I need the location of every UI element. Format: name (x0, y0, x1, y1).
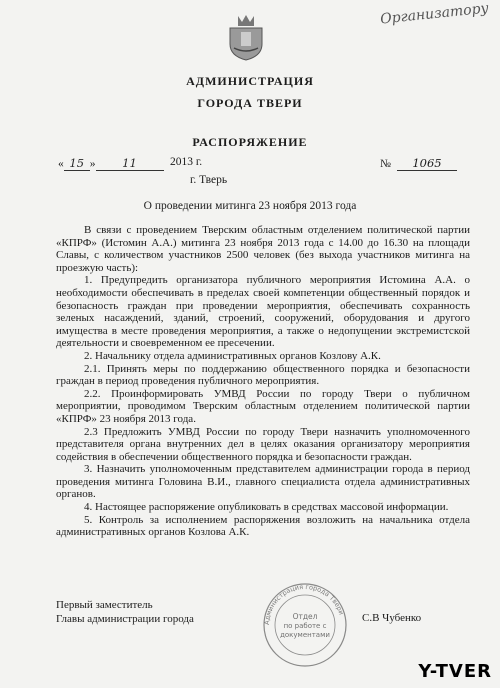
paragraph: 1. Предупредить организатора публичного мероприятия Истомина А.А. о необходимости обеспечивать в пределах своей компетенции общественный порядок и безопасность граждан при проведении мероприятия, обеспечивать сохранность зеленых насаждений, зданий, строений, сооружений, оборудования и другого имущества в месте проведения мероприятия, а также о недопущении экстремистской деятельности и своевременном ее пресечении. (56, 274, 470, 350)
number-prefix: № (380, 158, 391, 170)
stamp-line1: Отдел (292, 612, 318, 621)
paragraph: 3. Назначить уполномоченным представителем администрации города в период проведения митинга Головина В.И., главного специалиста отдела административных органов. (56, 463, 470, 501)
quote-open: « (58, 158, 64, 170)
document-type: РАСПОРЯЖЕНИЕ (192, 135, 308, 149)
signature-title-1: Первый заместитель (56, 599, 153, 611)
stamp-seal (262, 582, 348, 668)
signature-title-2: Главы администрации города (56, 613, 194, 625)
header-city: ГОРОДА ТВЕРИ (197, 96, 303, 110)
paragraph: 2.3 Предложить УМВД России по городу Твери назначить уполномоченного представителя органа внутренних дел в целях оказания организатору мероприятия содействия в обеспечении общественного порядка и безопасности граждан. (56, 425, 470, 463)
date-year: 2013 г. (170, 156, 203, 168)
signer-name: С.В Чубенко (362, 612, 422, 624)
tver-coat-of-arms-icon (224, 12, 268, 62)
paragraph: 2. Начальнику отдела административных органов Козлову А.К. (84, 349, 381, 362)
paragraph: 5. Контроль за исполнением распоряжения возложить на начальника отдела административных органов Козлова А.К. (56, 513, 470, 539)
quote-close: » (89, 158, 96, 170)
paragraph: 2.1. Принять меры по поддержанию общественного порядка и безопасности граждан в период проведения публичного мероприятия. (56, 362, 470, 388)
paragraph: 4. Настоящее распоряжение опубликовать в средствах массовой информации. (84, 501, 449, 514)
paragraph: В связи с проведением Тверским областным отделением политической партии «КПРФ» (Истомин А.А.) митинга 23 ноября 2013 года с 14.00 до 16.30 на площади Славы, с количеством участников 2500 человек (без выхода участников митинга на проезжую часть): (56, 224, 470, 274)
number-value: 1065 (397, 156, 457, 171)
paragraph: 2.2. Проинформировать УМВД России по городу Твери о публичном мероприятии, проводимом Тверским областным отделением политической партии «КПРФ» 23 ноября 2013 года. (56, 387, 470, 425)
handwritten-note: Организатору (379, 0, 490, 28)
signature-block (56, 598, 194, 626)
document-body (56, 224, 470, 539)
city-place: г. Тверь (190, 174, 228, 186)
document-number (380, 156, 457, 171)
stamp-line2: по работе с (283, 622, 327, 630)
header-administration: АДМИНИСТРАЦИЯ (186, 74, 314, 88)
watermark: Y-TVER (418, 661, 492, 682)
document-title: О проведении митинга 23 ноября 2013 года (143, 200, 357, 212)
date-day: 15 (64, 156, 90, 171)
stamp-ring-text: Администрация города Твери (262, 582, 346, 626)
date-line (58, 156, 478, 172)
stamp-line3: документами (280, 631, 330, 639)
date-month: 11 (96, 156, 164, 171)
